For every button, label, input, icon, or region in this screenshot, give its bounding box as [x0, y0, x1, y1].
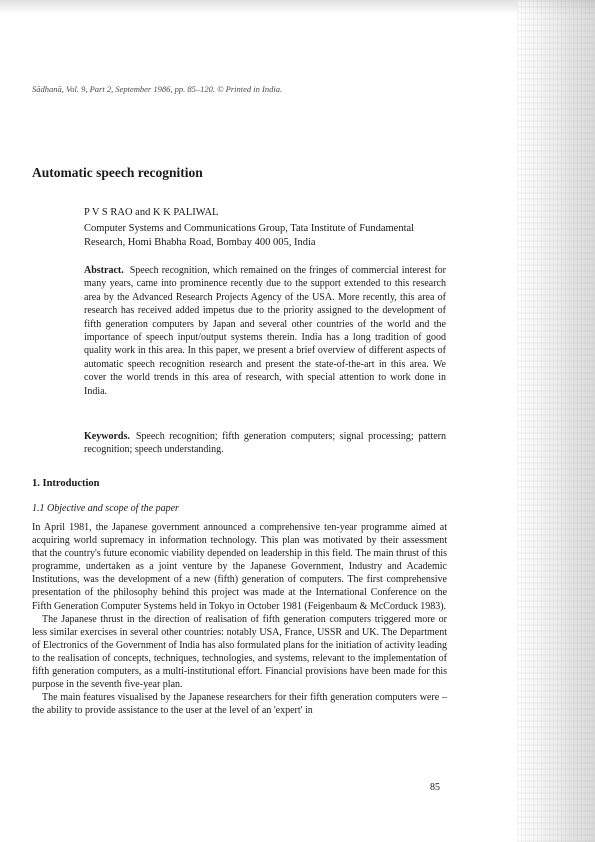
author-affiliation: Computer Systems and Communications Group, Tata Institute of Fundamental Research, Homi Bhabha Road, Bombay 400 005, India: [84, 223, 415, 248]
keywords-text: Speech recognition; fifth generation computers; signal processing; pattern recognition; speech understanding.: [84, 431, 446, 456]
paragraph: In April 1981, the Japanese government announced a comprehensive ten-year programme aimed at acquiring world supremacy in information technology. This plan was motivated by their assessment that the country's future economic viability depended on leadership in this field. The main thrust of this programme, undertaken as a joint venture by the Japanese Government, Industry and Academic Institutions, was the development of a new (fifth) generation of computers. The first comprehensive presentation of the philosophy behind this project was made at the International Conference on the Fifth Generation Computer Systems held in Tokyo in October 1981 (Feigenbaum & McCorduck 1983).: [32, 522, 447, 612]
abstract-text: Speech recognition, which remained on the fringes of commercial interest for many years, came into prominence recently due to the support extended to this research area by the Advanced Research Projects Agency of the USA. More recently, this area of research has received added impetus due to the priority assigned to the development of fifth generation computers by Japan and several other countries of the world and the importance of speech input/output systems therein. India has a long tradition of good quality work in this area. In this paper, we present a brief overview of different aspects of automatic speech recognition research and present the state-of-the-art in this area. We cover the world trends in this area of research, with special attention to work done in India.: [84, 265, 446, 397]
scan-shadow-top: [0, 0, 595, 14]
scan-binding-edge: [517, 0, 595, 842]
page-number: 85: [430, 782, 440, 793]
body-text: [32, 521, 447, 717]
journal-citation: Sādhanā, Vol. 9, Part 2, September 1986, pp. 85–120. © Printed in India.: [32, 84, 283, 94]
article-title: Automatic speech recognition: [32, 165, 203, 180]
abstract-label: Abstract.: [84, 265, 124, 276]
paragraph: The Japanese thrust in the direction of realisation of fifth generation computers triggered more or less similar exercises in several other countries: notably USA, France, USSR and UK. The Department of Electronics of the Government of India has also formulated plans for the initiation of activity leading to the realisation of concepts, techniques, technologies, and systems, relevant to the implementation of fifth generation computers, as a multi-institutional effort. Financial provisions have been made for this purpose in the seventh five-year plan.: [32, 613, 447, 691]
subsection-heading: 1.1 Objective and scope of the paper: [32, 503, 179, 514]
paragraph: The main features visualised by the Japanese researchers for their fifth generation computers were – the ability to provide assistance to the user at the level of an 'expert' in: [32, 692, 447, 717]
section-heading: 1. Introduction: [32, 478, 100, 489]
abstract: [84, 264, 446, 398]
author-names: P V S RAO and K K PALIWAL: [84, 207, 219, 218]
keywords: [84, 430, 446, 457]
keywords-label: Keywords.: [84, 431, 130, 442]
